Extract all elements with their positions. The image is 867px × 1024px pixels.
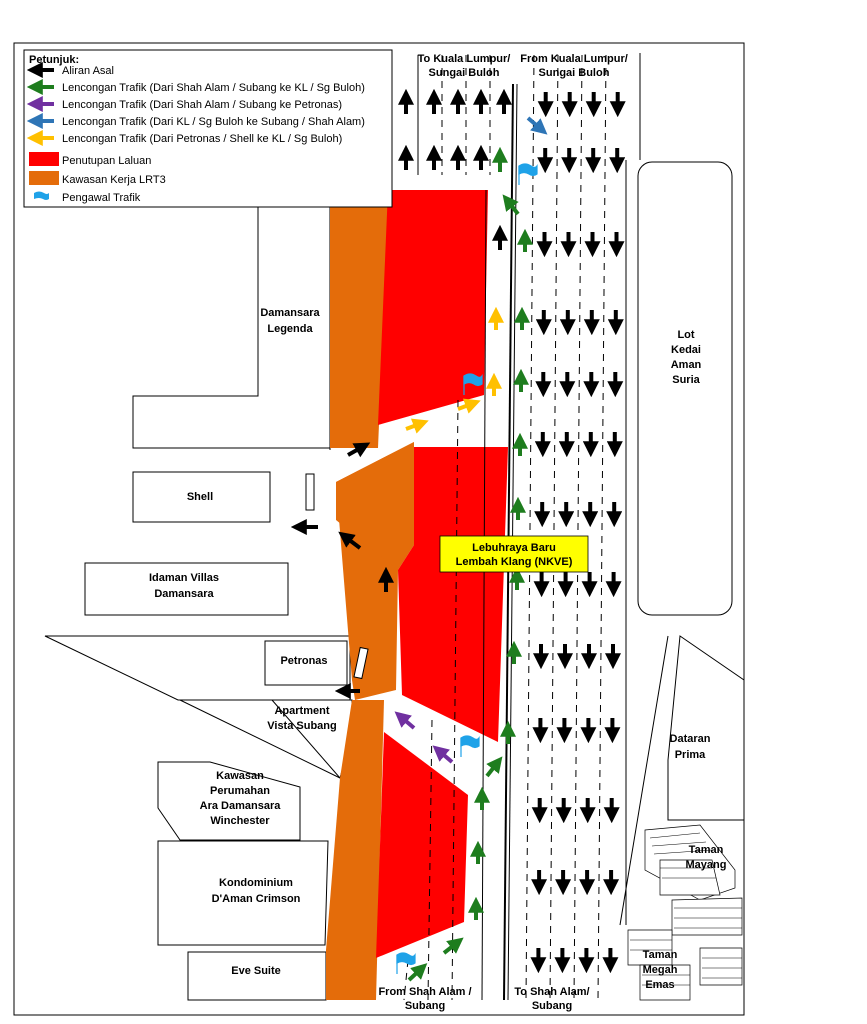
label-lot-kedai-4: Suria [672,374,700,386]
legend-item [29,152,151,167]
label-ara-damansara-1: Kawasan [216,770,264,782]
legend-item-label: Kawasan Kerja LRT3 [62,174,166,186]
closure-north [378,190,488,425]
legend-item-label: Lencongan Trafik (Dari KL / Sg Buloh ke Subang / Shah Alam) [62,116,365,128]
label-dataran-prima-2: Prima [674,749,706,761]
label-damansara-legenda-2: Legenda [267,323,313,335]
label-lot-kedai-2: Kedai [671,344,701,356]
to-kl-line2: Sungai Buloh [428,67,500,79]
legend-item [34,133,342,145]
label-taman-megah-2: Megah [642,964,678,976]
from-shah-alam-line1: From Shah Alam / [378,986,472,998]
legend [24,50,392,207]
label-ara-damansara-4: Winchester [210,815,270,827]
label-vista-subang-2: Vista Subang [267,720,337,732]
label-damansara-legenda-1: Damansara [260,307,320,319]
label-ara-damansara-3: Ara Damansara [199,800,281,812]
highway-label-line2: Lembah Klang (NKVE) [455,556,573,568]
to-shah-alam-line1: To Shah Alam/ [514,986,590,998]
legend-item-label: Lencongan Trafik (Dari Petronas / Shell ke KL / Sg Buloh) [62,133,343,145]
label-taman-megah-3: Emas [645,979,675,991]
legend-title: Petunjuk: [29,54,80,66]
label-dataran-prima-1: Dataran [669,733,711,745]
to-shah-alam-line2: Subang [531,1000,573,1012]
warden-flag-icon [397,953,415,974]
highway-label-line1: Lebuhraya Baru [472,542,556,554]
label-shell: Shell [186,491,214,503]
legend-item-label: Pengawal Trafik [62,192,141,204]
arrows-divert-to-subang [528,118,542,130]
lot-kedai-block [638,162,732,615]
dataran-prima-block [668,636,744,820]
from-shah-alam-line2: Subang [404,1000,446,1012]
legend-item [34,99,342,111]
label-taman-mayang-1: Taman [688,844,724,856]
legend-item-label: Lencongan Trafik (Dari Shah Alam / Subang ke Petronas) [62,99,343,111]
label-idaman-villas-1: Idaman Villas [148,572,220,584]
label-petronas: Petronas [280,655,328,667]
to-kl-line1: To Kuala Lumpur/ [417,53,511,65]
from-kl-line1: From Kuala Lumpur/ [520,53,628,65]
legend-item-label: Aliran Asal [62,65,114,77]
label-vista-subang-1: Apartment [274,705,330,717]
label-idaman-villas-2: Damansara [154,588,214,600]
label-lot-kedai-1: Lot [677,329,695,341]
legend-item [34,82,365,94]
warden-flag-icon [519,164,537,185]
label-eve-suite: Eve Suite [231,965,281,977]
legend-item [29,171,166,186]
label-taman-mayang-2: Mayang [685,859,727,871]
legend-item-label: Lencongan Trafik (Dari Shah Alam / Subang ke KL / Sg Buloh) [62,82,365,94]
closure-middle [398,447,508,742]
warden-flag-icon [461,736,479,757]
label-taman-megah-1: Taman [642,949,678,961]
legend-item-label: Penutupan Laluan [62,155,152,167]
label-lot-kedai-3: Aman [670,359,702,371]
label-ara-damansara-2: Perumahan [210,785,270,797]
legend-item [34,116,365,128]
legend-swatch-icon [29,152,59,166]
label-daman-crimson-2: D'Aman Crimson [211,893,301,905]
legend-swatch-icon [29,171,59,185]
label-daman-crimson-1: Kondominium [219,877,293,889]
from-kl-line2: Sungai Buloh [538,67,610,79]
shell-bollard [306,474,314,510]
